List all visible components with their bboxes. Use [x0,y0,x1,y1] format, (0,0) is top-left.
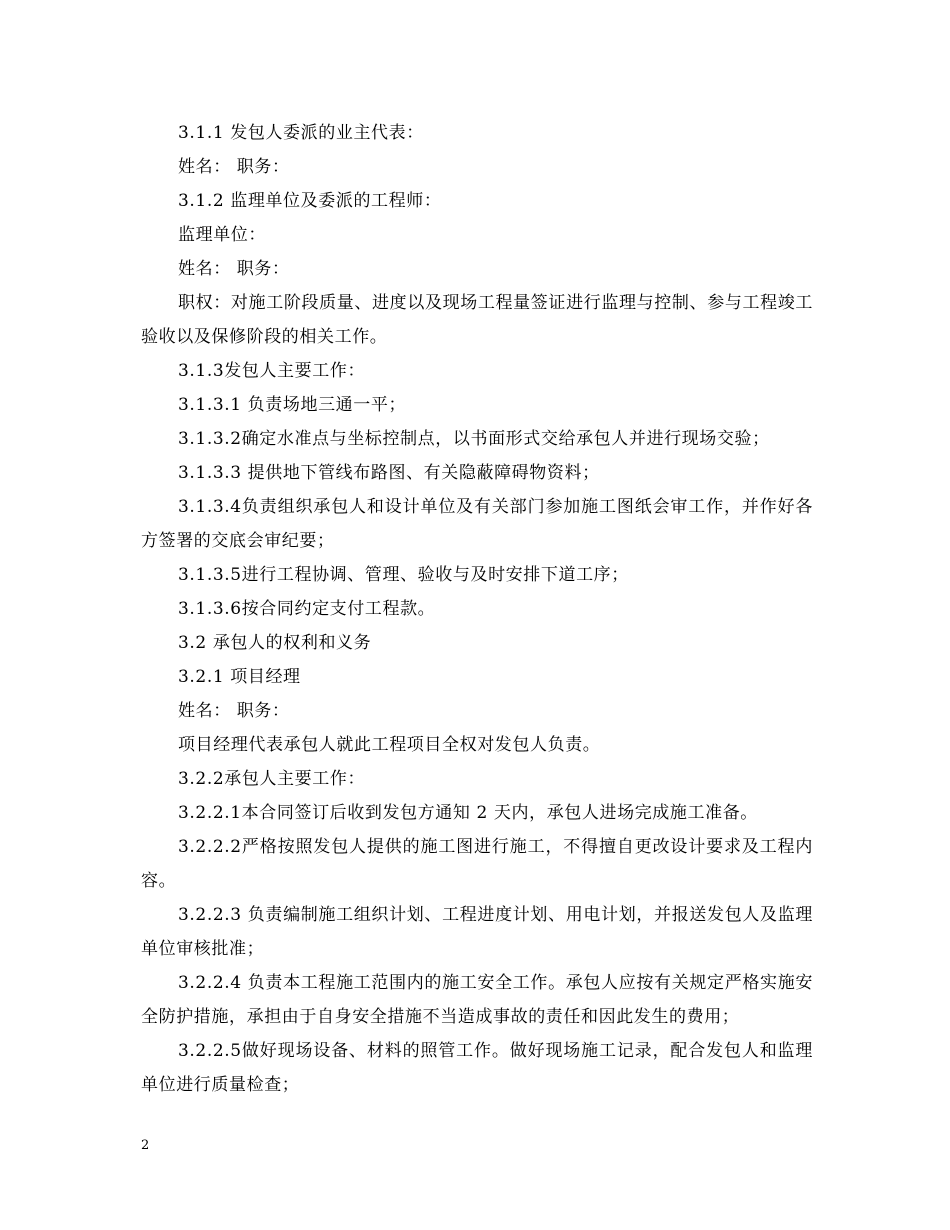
paragraph: 3.1.2 监理单位及委派的工程师： [178,191,442,211]
paragraph: 职权：对施工阶段质量、进度以及现场工程量签证进行监理与控制、参与工程竣工验收以及保修阶段的相关工作。 [141,293,813,347]
paragraph: 监理单位： [178,225,266,245]
paragraph: 姓名： 职务： [178,259,290,279]
paragraph: 姓名： 职务： [178,701,290,721]
paragraph: 3.1.3.4负责组织承包人和设计单位及有关部门参加施工图纸会审工作，并作好各方签署的交底会审纪要； [141,497,813,551]
paragraph: 项目经理代表承包人就此工程项目全权对发包人负责。 [178,735,601,755]
paragraph: 3.1.1 发包人委派的业主代表： [178,123,424,143]
page-number: 2 [141,1138,150,1153]
paragraph: 3.2.2.2严格按照发包人提供的施工图进行施工，不得擅自更改设计要求及工程内容。 [141,837,813,891]
paragraph: 3.2.2承包人主要工作： [178,769,366,789]
paragraph: 3.2.2.5做好现场设备、材料的照管工作。做好现场施工记录，配合发包人和监理单位进行质量检查； [141,1041,813,1095]
paragraph: 3.2.2.4 负责本工程施工范围内的施工安全工作。承包人应按有关规定严格实施安全防护措施，承担由于自身安全措施不当造成事故的责任和因此发生的费用； [141,973,813,1027]
paragraph: 姓名： 职务： [178,157,290,177]
document-body [141,116,813,1102]
paragraph: 3.2.2.1本合同签订后收到发包方通知 2 天内，承包人进场完成施工准备。 [178,803,758,823]
paragraph: 3.1.3.2确定水准点与坐标控制点，以书面形式交给承包人并进行现场交验； [178,429,770,449]
paragraph: 3.2 承包人的权利和义务 [178,633,372,653]
paragraph: 3.1.3.6按合同约定支付工程款。 [178,599,436,619]
paragraph: 3.1.3.3 提供地下管线布路图、有关隐蔽障碍物资料； [178,463,600,483]
paragraph: 3.2.1 项目经理 [178,667,301,687]
paragraph: 3.1.3.5进行工程协调、管理、验收与及时安排下道工序； [178,565,629,585]
paragraph: 3.1.3.1 负责场地三通一平； [178,395,407,415]
paragraph: 3.1.3发包人主要工作： [178,361,366,381]
paragraph: 3.2.2.3 负责编制施工组织计划、工程进度计划、用电计划，并报送发包人及监理单位审核批准； [141,905,813,959]
